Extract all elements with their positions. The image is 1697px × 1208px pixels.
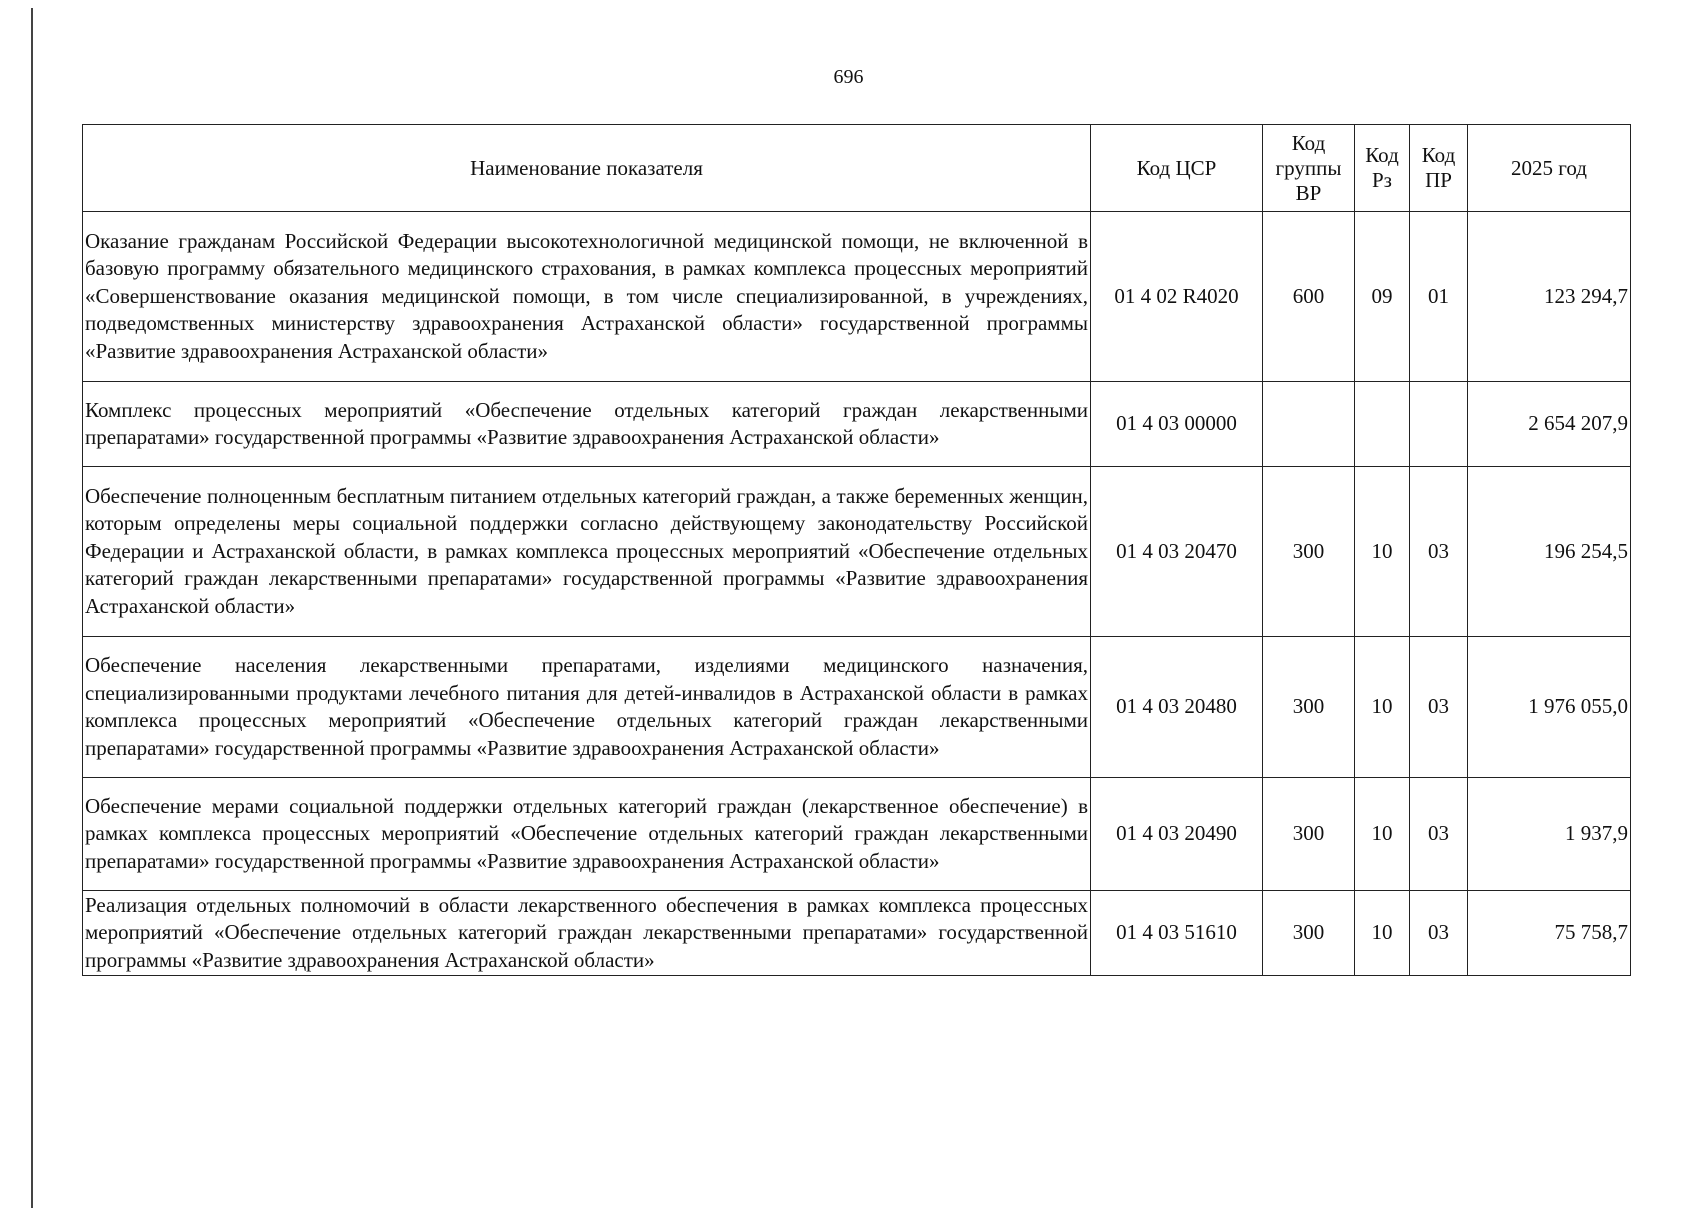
header-code: Код ЦСР — [1091, 125, 1263, 212]
row-amount: 2 654 207,9 — [1468, 382, 1631, 467]
table-row — [83, 382, 1631, 467]
row-pr: 03 — [1410, 637, 1468, 778]
row-rz — [1355, 382, 1410, 467]
table-row — [83, 891, 1631, 976]
row-pr: 03 — [1410, 467, 1468, 637]
row-name: Комплекс процессных мероприятий «Обеспечение отдельных категорий граждан лекарственными препаратами» государственной программы «Развитие здравоохранения Астраханской области» — [83, 382, 1091, 467]
row-vr: 300 — [1263, 467, 1355, 637]
row-rz: 10 — [1355, 778, 1410, 891]
row-name: Реализация отдельных полномочий в области лекарственного обеспечения в рамках комплекса процессных мероприятий «Обеспечение отдельных категорий граждан лекарственными препаратами» государственной программы «Развитие здравоохранения Астраханской области» — [83, 891, 1091, 976]
header-amount: 2025 год — [1468, 125, 1631, 212]
row-amount: 75 758,7 — [1468, 891, 1631, 976]
scan-margin-rule — [31, 8, 33, 1208]
row-amount: 1 937,9 — [1468, 778, 1631, 891]
table-row — [83, 778, 1631, 891]
row-name: Оказание гражданам Российской Федерации высокотехнологичной медицинской помощи, не включенной в базовую программу обязательного медицинского страхования, в рамках комплекса процессных мероприятий «Совершенствование оказания медицинской помощи, в том числе специализированной, в учреждениях, подведомственных министерству здравоохранения Астраханской области» государственной программы «Развитие здравоохранения Астраханской области» — [83, 212, 1091, 382]
header-rz: Код Рз — [1355, 125, 1410, 212]
row-vr: 600 — [1263, 212, 1355, 382]
row-vr: 300 — [1263, 778, 1355, 891]
row-name: Обеспечение полноценным бесплатным питанием отдельных категорий граждан, а также беременных женщин, которым определены меры социальной поддержки согласно действующему законодательству Российской Федерации и Астраханской области, в рамках комплекса процессных мероприятий «Обеспечение отдельных категорий граждан лекарственными препаратами» государственной программы «Развитие здравоохранения Астраханской области» — [83, 467, 1091, 637]
header-vr: Код группы ВР — [1263, 125, 1355, 212]
row-pr: 03 — [1410, 891, 1468, 976]
row-amount: 123 294,7 — [1468, 212, 1631, 382]
table-row — [83, 467, 1631, 637]
table-header-row — [83, 125, 1631, 212]
row-code: 01 4 03 20470 — [1091, 467, 1263, 637]
row-vr: 300 — [1263, 637, 1355, 778]
row-vr — [1263, 382, 1355, 467]
row-rz: 10 — [1355, 467, 1410, 637]
row-rz: 09 — [1355, 212, 1410, 382]
row-name: Обеспечение населения лекарственными препаратами, изделиями медицинского назначения, специализированными продуктами лечебного питания для детей-инвалидов в Астраханской области в рамках комплекса процессных мероприятий «Обеспечение отдельных категорий граждан лекарственными препаратами» государственной программы «Развитие здравоохранения Астраханской области» — [83, 637, 1091, 778]
row-rz: 10 — [1355, 891, 1410, 976]
row-code: 01 4 02 R4020 — [1091, 212, 1263, 382]
page-number — [0, 66, 1697, 89]
header-name: Наименование показателя — [83, 125, 1091, 212]
row-pr — [1410, 382, 1468, 467]
row-name: Обеспечение мерами социальной поддержки отдельных категорий граждан (лекарственное обеспечение) в рамках комплекса процессных мероприятий «Обеспечение отдельных категорий граждан лекарственными препаратами» государственной программы «Развитие здравоохранения Астраханской области» — [83, 778, 1091, 891]
row-code: 01 4 03 20490 — [1091, 778, 1263, 891]
header-pr: Код ПР — [1410, 125, 1468, 212]
row-rz: 10 — [1355, 637, 1410, 778]
budget-table — [82, 124, 1631, 976]
row-amount: 196 254,5 — [1468, 467, 1631, 637]
row-code: 01 4 03 51610 — [1091, 891, 1263, 976]
row-pr: 03 — [1410, 778, 1468, 891]
row-code: 01 4 03 00000 — [1091, 382, 1263, 467]
row-pr: 01 — [1410, 212, 1468, 382]
table-row — [83, 637, 1631, 778]
row-code: 01 4 03 20480 — [1091, 637, 1263, 778]
row-amount: 1 976 055,0 — [1468, 637, 1631, 778]
row-vr: 300 — [1263, 891, 1355, 976]
table-row — [83, 212, 1631, 382]
page-number-text: 696 — [833, 66, 864, 88]
